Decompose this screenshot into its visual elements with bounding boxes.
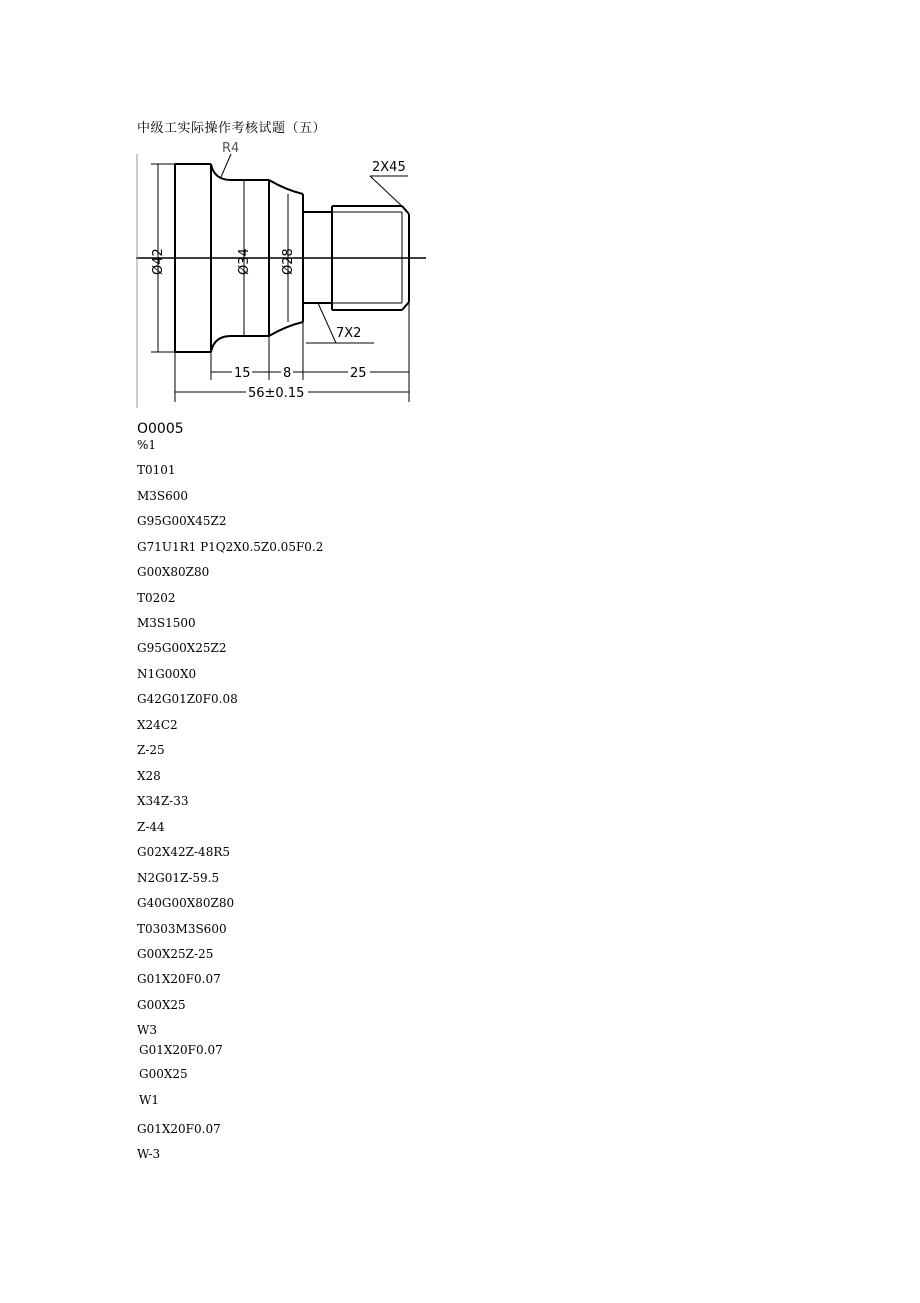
- outline-chamfer-bottom: [402, 302, 409, 310]
- code-line: G01X20F0.07: [139, 1043, 223, 1057]
- label-groove: 7X2: [336, 326, 362, 341]
- code-line: X24C2: [137, 718, 178, 732]
- code-line: G02X42Z-48R5: [137, 845, 230, 859]
- code-line: X28: [137, 769, 161, 783]
- outline-r4-bottom: [211, 336, 231, 352]
- program-name: O0005: [137, 421, 184, 437]
- code-line: G00X25Z-25: [137, 947, 214, 961]
- code-line: G95G00X25Z2: [137, 641, 227, 655]
- code-line: W-3: [137, 1147, 161, 1161]
- code-line: G00X80Z80: [137, 565, 210, 579]
- page-title: 中级工实际操作考核试题（五）: [137, 121, 327, 136]
- code-line: T0303M3S600: [137, 922, 227, 936]
- code-line: G42G01Z0F0.08: [137, 692, 238, 706]
- leader-r4: [221, 154, 231, 177]
- code-line: X34Z-33: [137, 794, 189, 808]
- label-len15: 15: [234, 366, 251, 381]
- code-line: %1: [137, 438, 157, 452]
- code-line: G95G00X45Z2: [137, 514, 227, 528]
- code-line: W1: [139, 1093, 159, 1107]
- code-line: N2G01Z-59.5: [137, 871, 220, 885]
- label-d28: Ø28: [281, 248, 296, 275]
- code-line: T0101: [137, 463, 176, 477]
- code-line: W3: [137, 1023, 157, 1037]
- code-line: Z-44: [137, 820, 165, 834]
- code-line: G00X25: [139, 1067, 188, 1081]
- label-len8: 8: [283, 366, 292, 381]
- code-line: Z-25: [137, 743, 165, 757]
- code-line: G00X25: [137, 998, 186, 1012]
- outline-taper-bottom: [269, 322, 303, 336]
- code-line: G40G00X80Z80: [137, 896, 235, 910]
- code-line: G01X20F0.07: [137, 1122, 221, 1136]
- label-chamfer: 2X45: [372, 160, 406, 175]
- label-total: 56±0.15: [248, 386, 305, 401]
- label-r4: R4: [222, 141, 240, 156]
- outline-r4-top: [211, 164, 231, 180]
- code-line: G01X20F0.07: [137, 972, 221, 986]
- code-line: M3S600: [137, 489, 189, 503]
- code-line: N1G00X0: [137, 667, 197, 681]
- label-d42: Ø42: [151, 248, 166, 275]
- leader-2x45: [370, 176, 404, 208]
- code-line: G71U1R1 P1Q2X0.5Z0.05F0.2: [137, 540, 324, 554]
- outline-taper-top: [269, 180, 303, 194]
- code-line: T0202: [137, 591, 176, 605]
- code-line: M3S1500: [137, 616, 196, 630]
- part-drawing: [136, 140, 426, 408]
- label-len25: 25: [350, 366, 367, 381]
- label-d34: Ø34: [237, 248, 252, 275]
